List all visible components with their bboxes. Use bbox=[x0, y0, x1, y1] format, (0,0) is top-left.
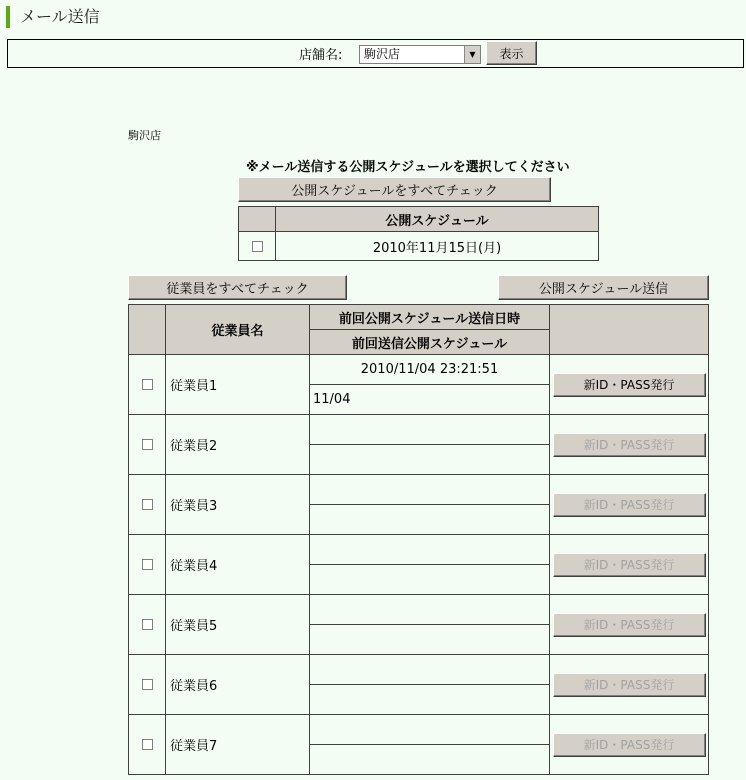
last-sent-schedule bbox=[310, 625, 550, 655]
table-row bbox=[129, 535, 709, 565]
schedule-header: 公開スケジュール bbox=[276, 207, 599, 232]
employee-name: 従業員2 bbox=[166, 415, 310, 475]
table-row bbox=[129, 475, 709, 505]
last-sent-schedule bbox=[310, 565, 550, 595]
employee-checkbox[interactable] bbox=[142, 499, 153, 510]
table-row bbox=[129, 355, 709, 385]
employee-checkbox-header bbox=[129, 305, 166, 355]
schedule-checkbox-header bbox=[239, 207, 276, 232]
last-sent-datetime: 2010/11/04 23:21:51 bbox=[310, 355, 550, 385]
last-sent-datetime bbox=[310, 595, 550, 625]
employee-name: 従業員7 bbox=[166, 715, 310, 775]
send-schedule-button[interactable]: 公開スケジュール送信 bbox=[498, 275, 709, 300]
employee-name: 従業員4 bbox=[166, 535, 310, 595]
shop-label: 店舗名: bbox=[299, 48, 343, 63]
last-sent-datetime-header: 前回公開スケジュール送信日時 bbox=[310, 305, 550, 330]
show-button[interactable]: 表示 bbox=[486, 41, 537, 65]
employee-name: 従業員6 bbox=[166, 655, 310, 715]
issue-id-pass-button[interactable]: 新ID・PASS発行 bbox=[553, 373, 706, 397]
last-sent-datetime bbox=[310, 535, 550, 565]
last-sent-schedule bbox=[310, 505, 550, 535]
shop-selector-bar bbox=[7, 39, 744, 68]
employee-name: 従業員1 bbox=[166, 355, 310, 415]
last-sent-datetime bbox=[310, 475, 550, 505]
shop-name-text: 駒沢店 bbox=[128, 129, 161, 142]
last-sent-schedule bbox=[310, 445, 550, 475]
action-header bbox=[550, 305, 709, 355]
last-sent-schedule: 11/04 bbox=[310, 385, 550, 415]
employee-table bbox=[128, 304, 709, 775]
table-row bbox=[129, 595, 709, 625]
employee-name: 従業員3 bbox=[166, 475, 310, 535]
issue-id-pass-button[interactable]: 新ID・PASS発行 bbox=[553, 433, 706, 457]
shop-select[interactable] bbox=[359, 45, 481, 64]
issue-id-pass-button[interactable]: 新ID・PASS発行 bbox=[553, 733, 706, 757]
table-row bbox=[129, 415, 709, 445]
check-all-employees-button[interactable]: 従業員をすべてチェック bbox=[128, 275, 347, 300]
schedule-checkbox[interactable] bbox=[252, 241, 263, 252]
last-sent-schedule-header: 前回送信公開スケジュール bbox=[310, 330, 550, 355]
page-title: メール送信 bbox=[6, 6, 100, 28]
issue-id-pass-button[interactable]: 新ID・PASS発行 bbox=[553, 553, 706, 577]
table-row bbox=[129, 655, 709, 685]
last-sent-datetime bbox=[310, 415, 550, 445]
issue-id-pass-button[interactable]: 新ID・PASS発行 bbox=[553, 493, 706, 517]
employee-checkbox[interactable] bbox=[142, 379, 153, 390]
schedule-table bbox=[238, 206, 599, 261]
employee-checkbox[interactable] bbox=[142, 559, 153, 570]
table-row bbox=[129, 715, 709, 745]
employee-checkbox[interactable] bbox=[142, 679, 153, 690]
schedule-checkbox-cell bbox=[239, 232, 276, 261]
employee-name: 従業員5 bbox=[166, 595, 310, 655]
instruction-text: ※メール送信する公開スケジュールを選択してください bbox=[246, 160, 570, 175]
check-all-schedules-button[interactable]: 公開スケジュールをすべてチェック bbox=[238, 177, 551, 202]
employee-checkbox[interactable] bbox=[142, 739, 153, 750]
shop-select-value: 駒沢店 bbox=[364, 47, 401, 61]
last-sent-datetime bbox=[310, 655, 550, 685]
last-sent-schedule bbox=[310, 745, 550, 775]
issue-id-pass-button[interactable]: 新ID・PASS発行 bbox=[553, 673, 706, 697]
chevron-down-icon[interactable]: ▼ bbox=[464, 46, 480, 63]
schedule-row bbox=[239, 232, 599, 261]
employee-name-header: 従業員名 bbox=[166, 305, 310, 355]
issue-id-pass-button[interactable]: 新ID・PASS発行 bbox=[553, 613, 706, 637]
schedule-date: 2010年11月15日(月) bbox=[276, 232, 599, 261]
employee-checkbox[interactable] bbox=[142, 439, 153, 450]
last-sent-datetime bbox=[310, 715, 550, 745]
last-sent-schedule bbox=[310, 685, 550, 715]
employee-checkbox[interactable] bbox=[142, 619, 153, 630]
